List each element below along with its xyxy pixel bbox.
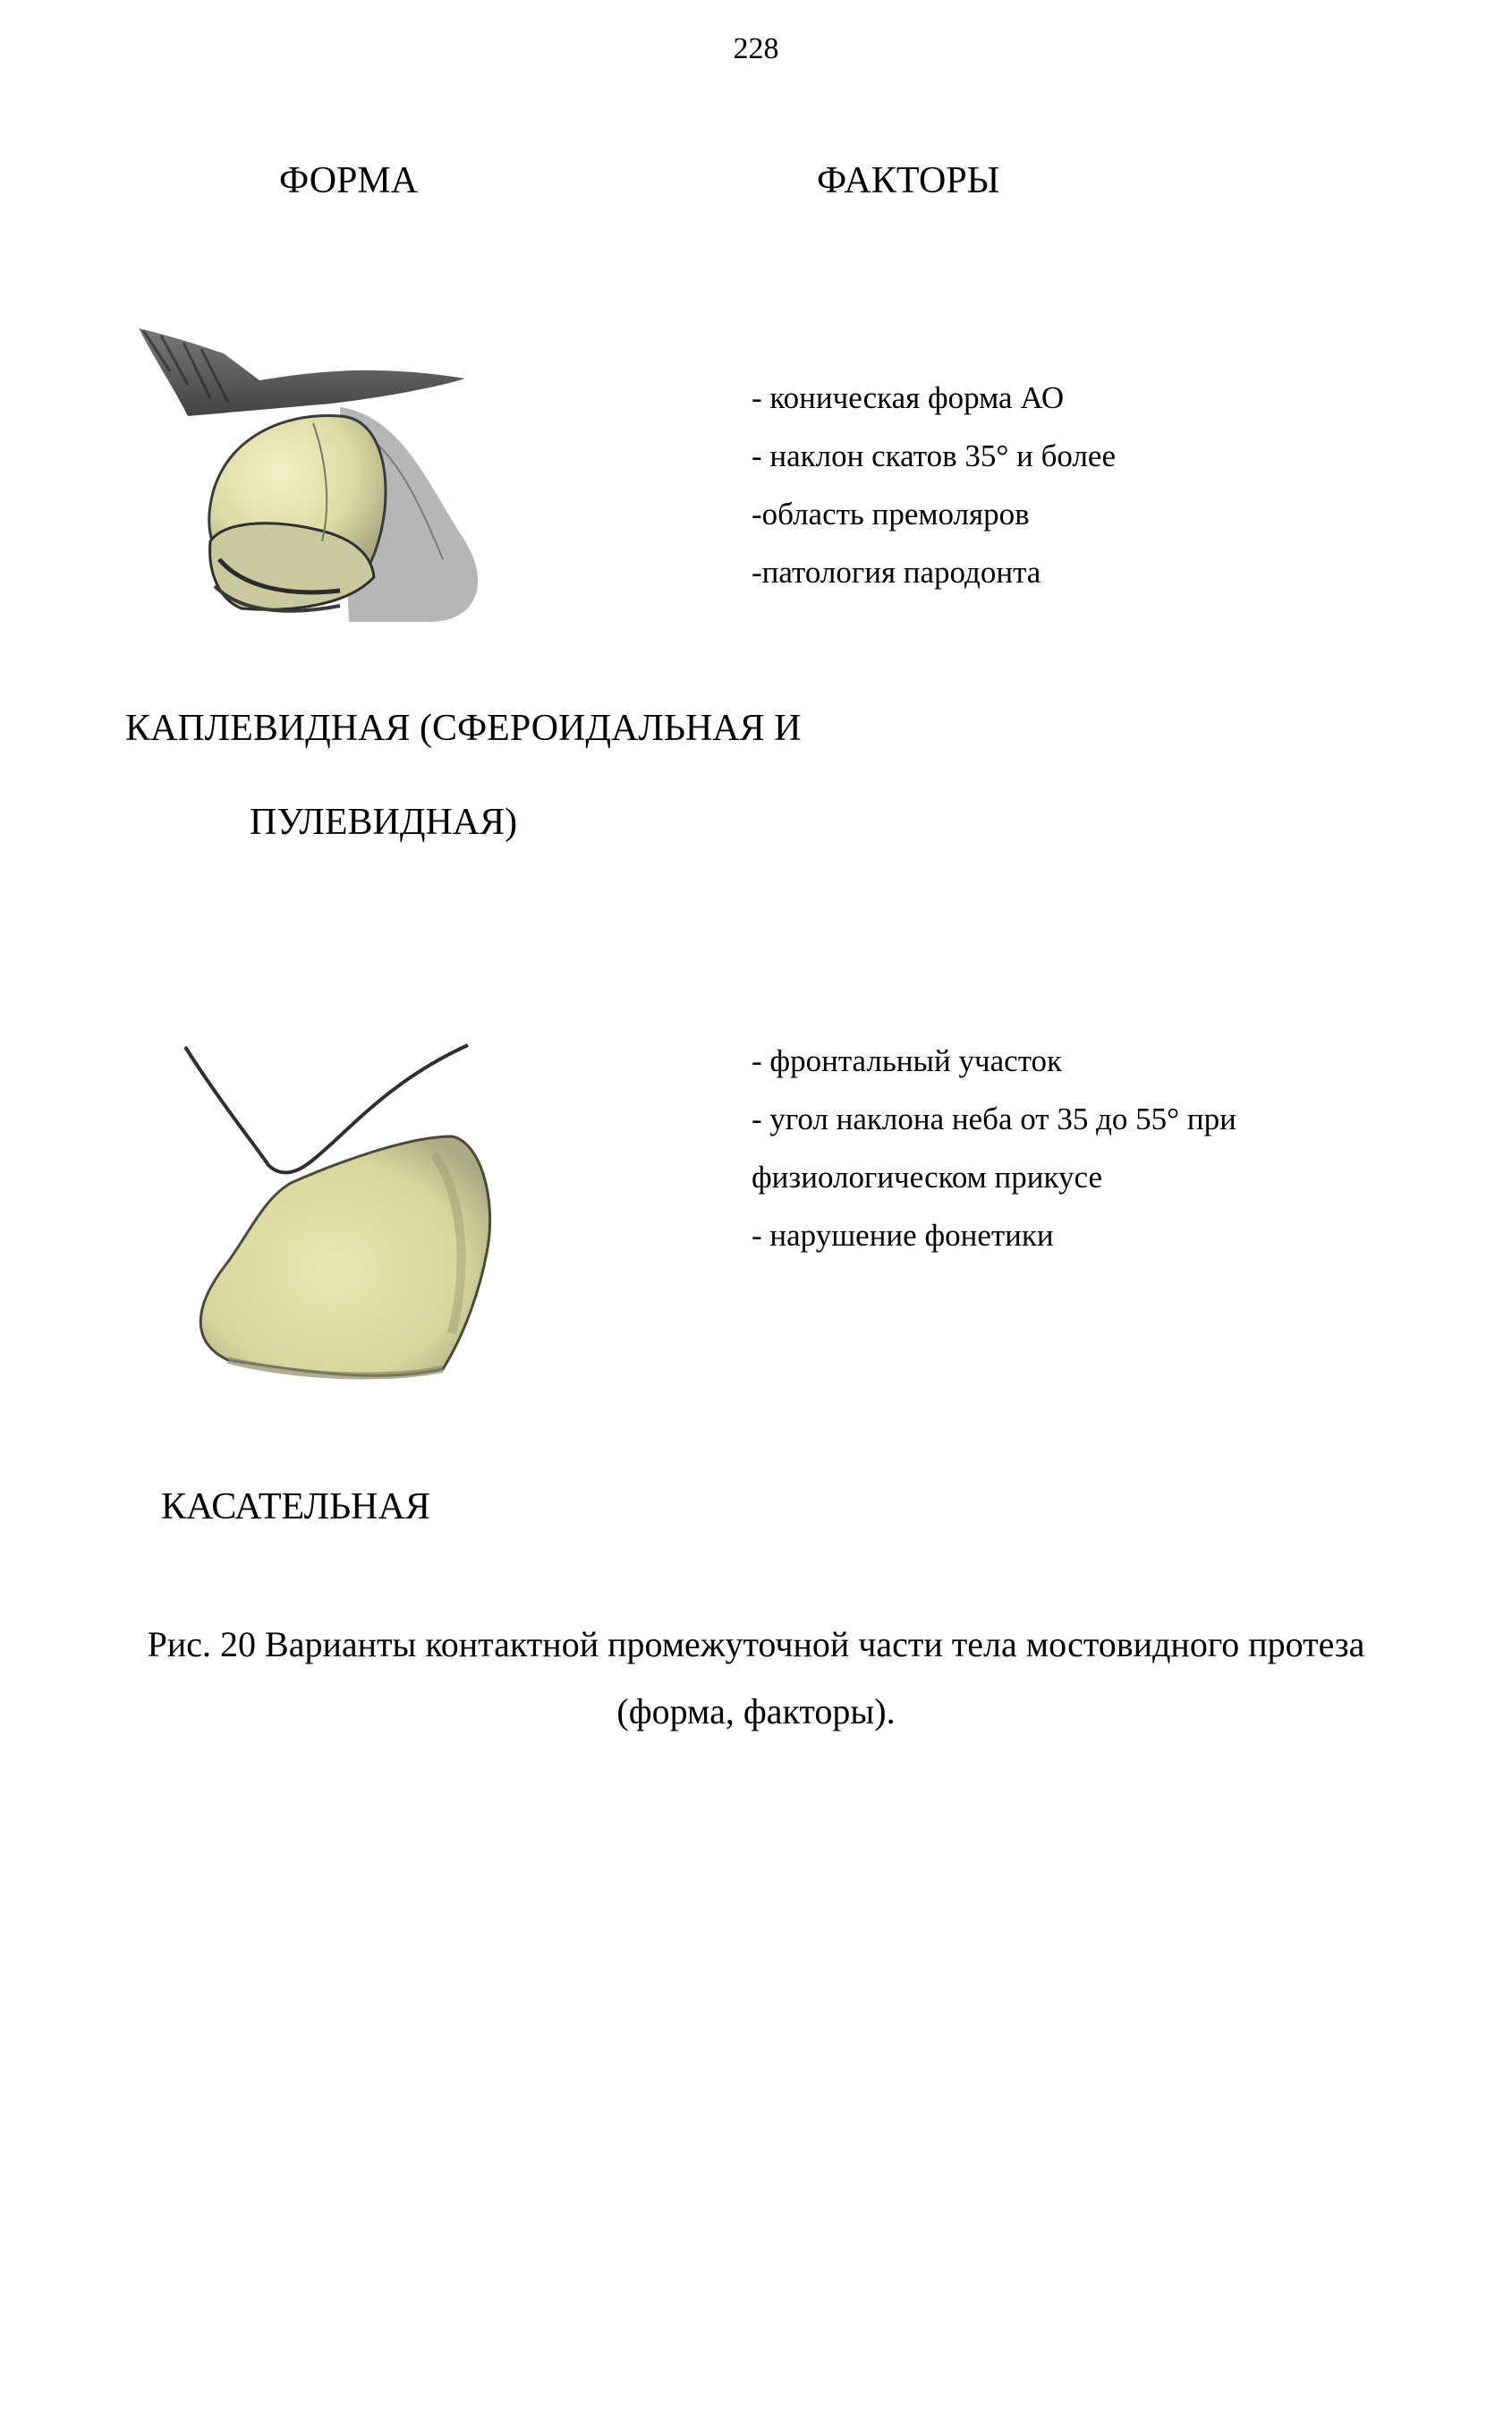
factors-list-drop <box>752 369 1116 601</box>
form-name-drop-line1: КАПЛЕВИДНАЯ (СФЕРОИДАЛЬНАЯ И <box>125 708 802 749</box>
factor-item: физиологическом прикусе <box>752 1160 1103 1195</box>
factors-list-tangent <box>752 1032 1236 1264</box>
figure-caption-line1: Рис. 20 Варианты контактной промежуточной части тела мостовидного протеза <box>147 1624 1365 1664</box>
page-number: 228 <box>733 32 779 65</box>
factor-item: -область премоляров <box>752 497 1030 532</box>
factor-item: - наклон скатов 35° и более <box>752 438 1116 473</box>
factor-item: -патология пародонта <box>752 555 1041 590</box>
tangent-pontic-illustration <box>166 1038 523 1396</box>
column-header-form: ФОРМА <box>279 160 419 201</box>
factor-item: - нарушение фонетики <box>752 1218 1054 1253</box>
column-header-factors: ФАКТОРЫ <box>817 160 1000 201</box>
factor-item: - фронтальный участок <box>752 1043 1063 1078</box>
form-name-drop-line2: ПУЛЕВИДНАЯ) <box>250 802 518 843</box>
figure-caption-line2: (форма, факторы). <box>616 1691 896 1731</box>
drop-shaped-pontic-illustration <box>134 318 528 631</box>
factor-item: - угол наклона неба от 35 до 55° при <box>752 1102 1236 1136</box>
form-name-tangent: КАСАТЕЛЬНАЯ <box>161 1486 430 1527</box>
factor-item: - коническая форма АО <box>752 380 1065 415</box>
